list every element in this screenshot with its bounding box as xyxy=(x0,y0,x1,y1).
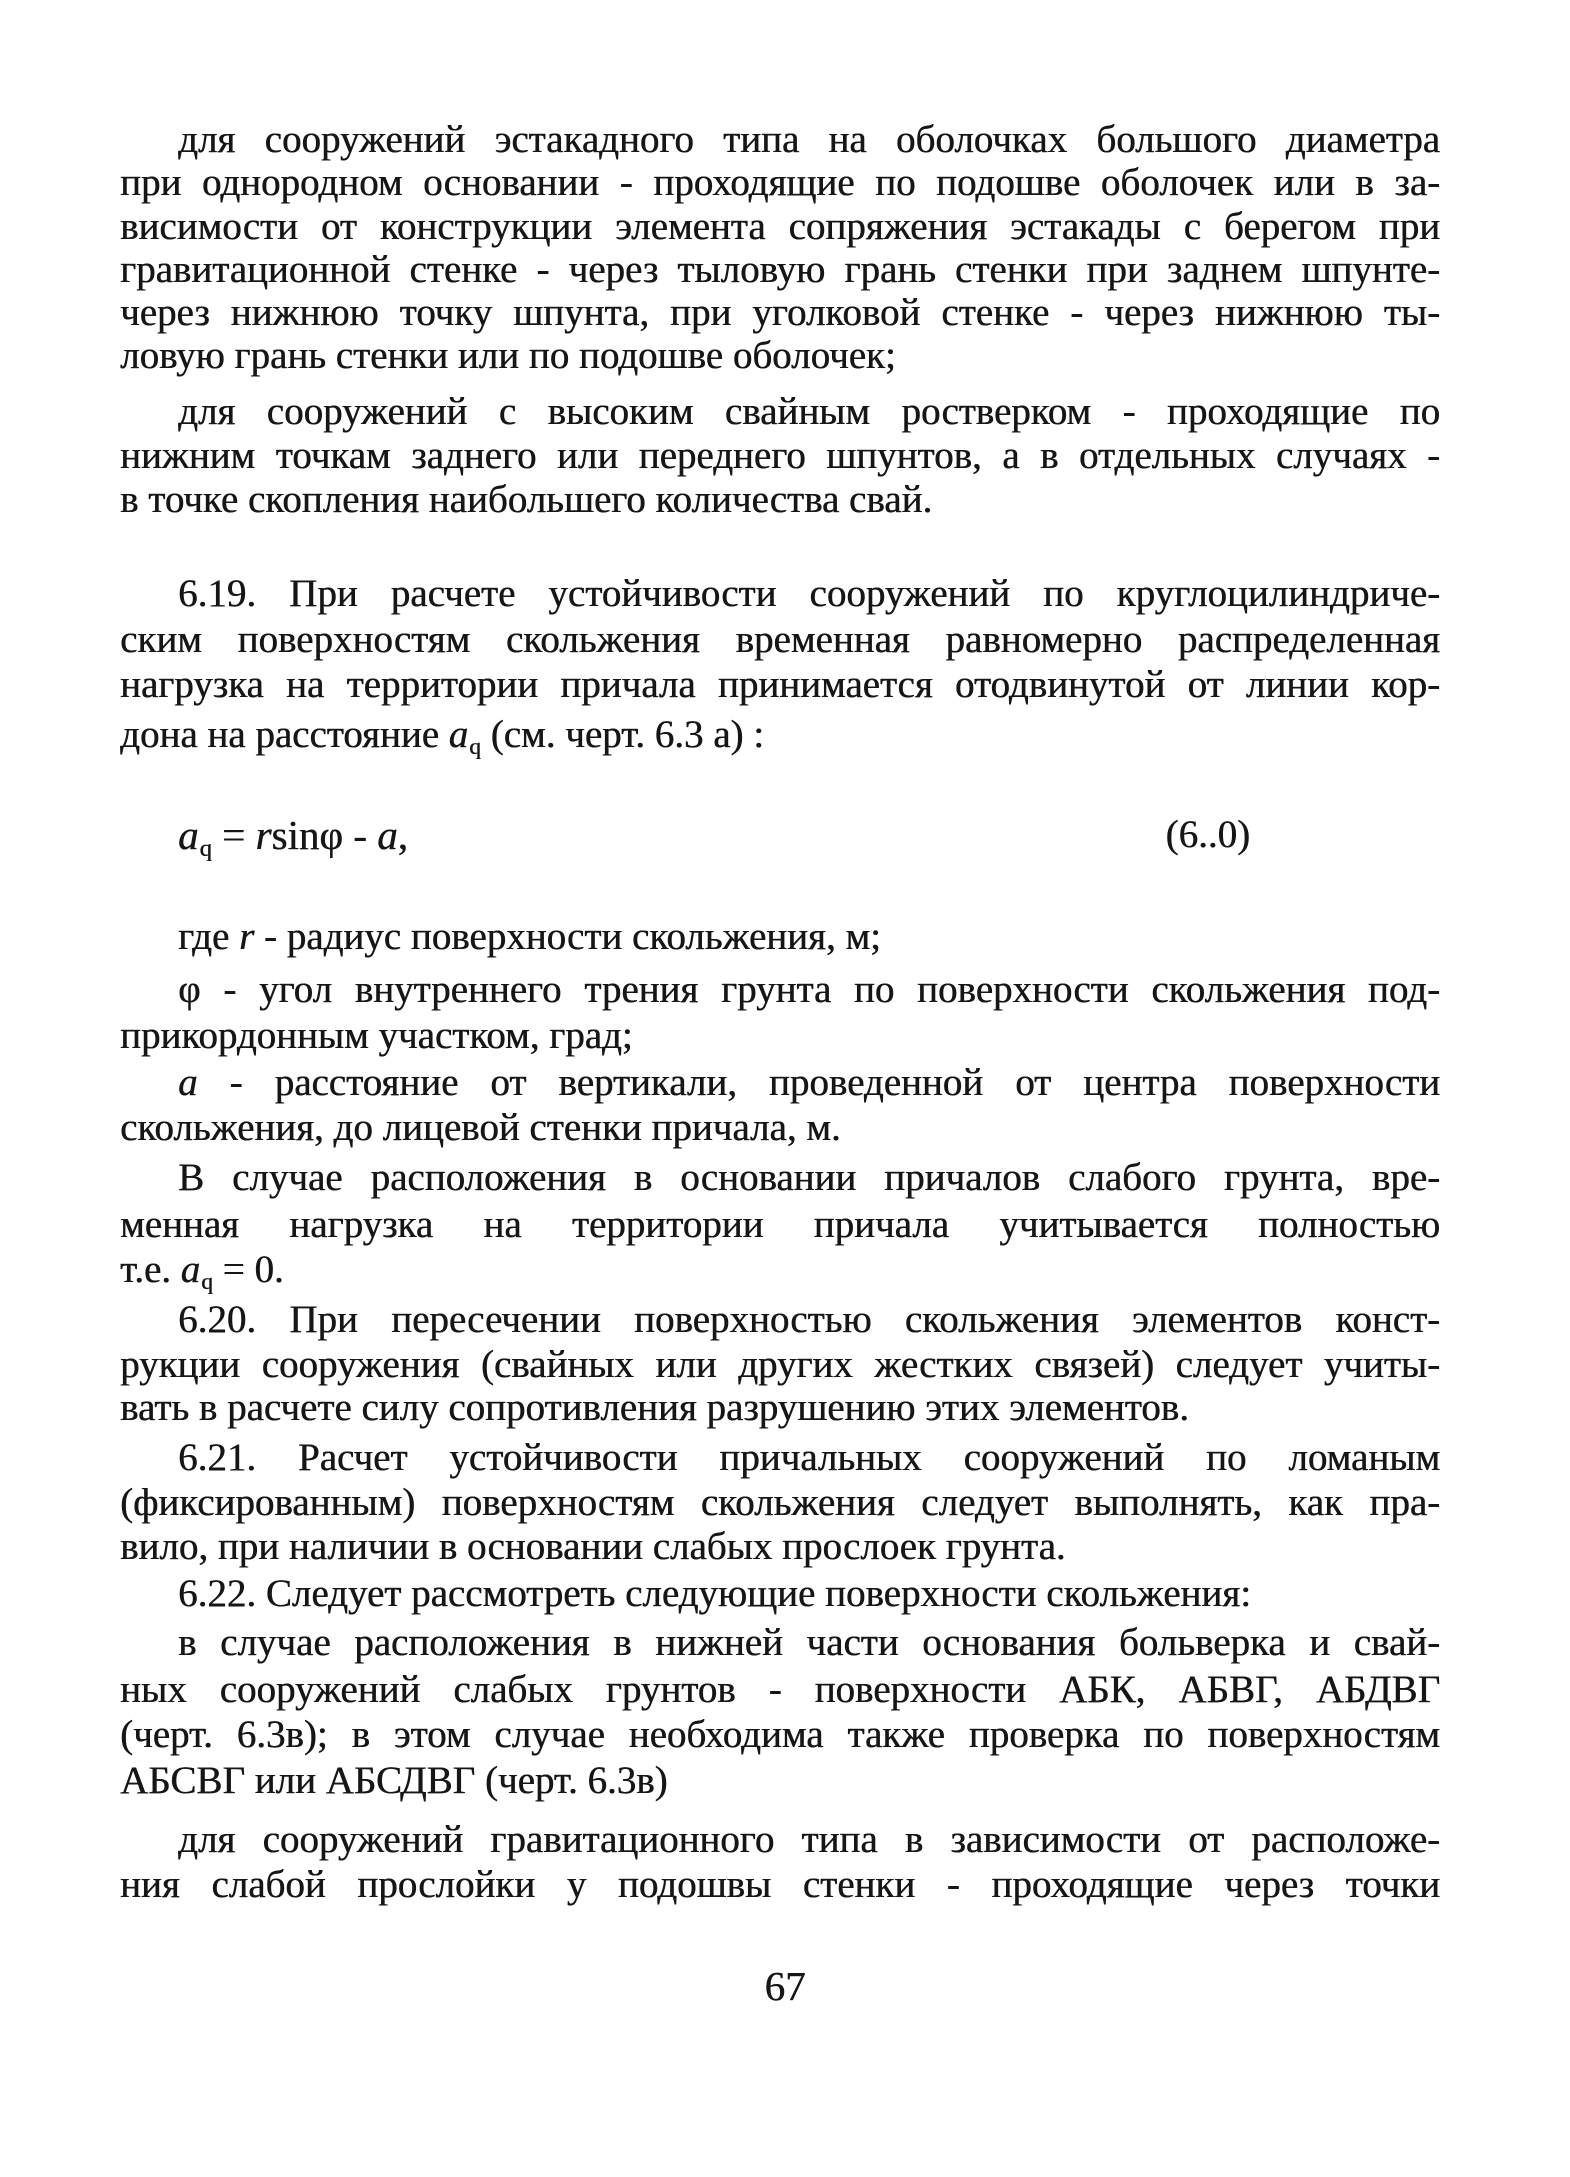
text-line: ния слабой прослойки у подошвы стенки - проходящие через точки xyxy=(120,1863,1440,1906)
equation-number: (6..0) xyxy=(1165,813,1250,856)
text-segment: - радиус поверхности скольжения, м; xyxy=(254,915,881,958)
text-line: вать в расчете силу сопротивления разрушению этих элементов. xyxy=(120,1386,1189,1429)
text-line: 6.20. При пересечении поверхностью скольжения элементов конст- xyxy=(178,1298,1440,1341)
formula-expression xyxy=(178,811,1440,863)
text-line: 6.22. Следует рассмотреть следующие поверхности скольжения: xyxy=(178,1572,1251,1615)
text-line: для сооружений гравитационного типа в зависимости от расположе- xyxy=(178,1818,1440,1861)
text-line: ловую грань стенки или по подошве оболочек; xyxy=(120,334,896,377)
math-variable: a xyxy=(180,1248,201,1291)
page-number: 67 xyxy=(764,1963,806,2009)
text-line xyxy=(120,711,1440,759)
text-line: в точке скопления наибольшего количества свай. xyxy=(120,478,933,521)
text-line: 6.19. При расчете устойчивости сооружений по круглоцилиндриче- xyxy=(178,572,1440,615)
math-subscript: q xyxy=(469,734,481,761)
text-segment: (см. черт. 6.3 а) : xyxy=(480,713,765,756)
math-variable: a xyxy=(448,713,469,756)
text-line xyxy=(120,1246,1440,1294)
math-operator: = xyxy=(211,812,256,858)
text-line: прикордонным участком, град; xyxy=(120,1014,633,1057)
math-function: sinφ - xyxy=(271,812,378,858)
text-line: В случае расположения в основании причалов слабого грунта, вре- xyxy=(178,1156,1440,1199)
text-segment: - расстояние от вертикали, проведенной от центра поверхности xyxy=(197,1061,1440,1104)
text-line: АБСВГ или АБСДВГ (черт. 6.3в) xyxy=(120,1759,668,1802)
text-line: скольжения, до лицевой стенки причала, м. xyxy=(120,1106,841,1149)
math-variable: r xyxy=(255,812,272,858)
text-line: нижним точкам заднего или переднего шпунтов, а в отдельных случаях - xyxy=(120,434,1440,477)
text-line: 6.21. Расчет устойчивости причальных сооружений по ломаным xyxy=(178,1436,1440,1479)
text-segment: дона на расстояние xyxy=(120,713,449,756)
text-line: рукции сооружения (свайных или других жестких связей) следует учиты- xyxy=(120,1343,1440,1386)
text-line: через нижнюю точку шпунта, при уголковой стенке - через нижнюю ты- xyxy=(120,291,1440,334)
math-variable: a xyxy=(178,812,199,858)
text-line: ных сооружений слабых грунтов - поверхности АБК, АБВГ, АБДВГ xyxy=(120,1668,1440,1711)
text-line xyxy=(178,1059,1440,1107)
text-line: вило, при наличии в основании слабых прослоек грунта. xyxy=(120,1525,1066,1568)
math-variable: a xyxy=(178,1061,198,1104)
text-line: для сооружений с высоким свайным ростверком - проходящие по xyxy=(178,390,1440,433)
math-variable: r xyxy=(238,915,255,958)
text-segment: где xyxy=(178,915,239,958)
text-line xyxy=(178,913,1440,961)
text-line: в случае расположения в нижней части основания больверка и свай- xyxy=(178,1621,1440,1664)
text-line: нагрузка на территории причала принимается отодвинутой от линии кор- xyxy=(120,663,1440,706)
text-line: (черт. 6.3в); в этом случае необходима также проверка по поверхностям xyxy=(120,1713,1440,1756)
text-line: при однородном основании - проходящие по подошве оболочек или в за- xyxy=(120,161,1440,204)
math-variable: a xyxy=(377,812,398,858)
text-line: висимости от конструкции элемента сопряжения эстакады с берегом при xyxy=(120,205,1440,248)
text-line: φ - угол внутреннего трения грунта по поверхности скольжения под- xyxy=(178,968,1440,1011)
text-line: менная нагрузка на территории причала учитывается полностью xyxy=(120,1203,1440,1246)
text-line: гравитационной стенке - через тыловую грань стенки при заднем шпунте- xyxy=(120,248,1440,291)
math-punctuation: , xyxy=(397,812,408,858)
math-subscript: q xyxy=(199,835,212,863)
text-line: (фиксированным) поверхностям скольжения следует выполнять, как пра- xyxy=(120,1481,1440,1524)
text-segment: = 0. xyxy=(212,1248,284,1291)
text-segment: т.е. xyxy=(120,1248,181,1291)
text-line: ским поверхностям скольжения временная равномерно распределенная xyxy=(120,618,1440,661)
text-line: для сооружений эстакадного типа на оболочках большого диаметра xyxy=(178,118,1440,161)
math-subscript: q xyxy=(201,1269,213,1296)
